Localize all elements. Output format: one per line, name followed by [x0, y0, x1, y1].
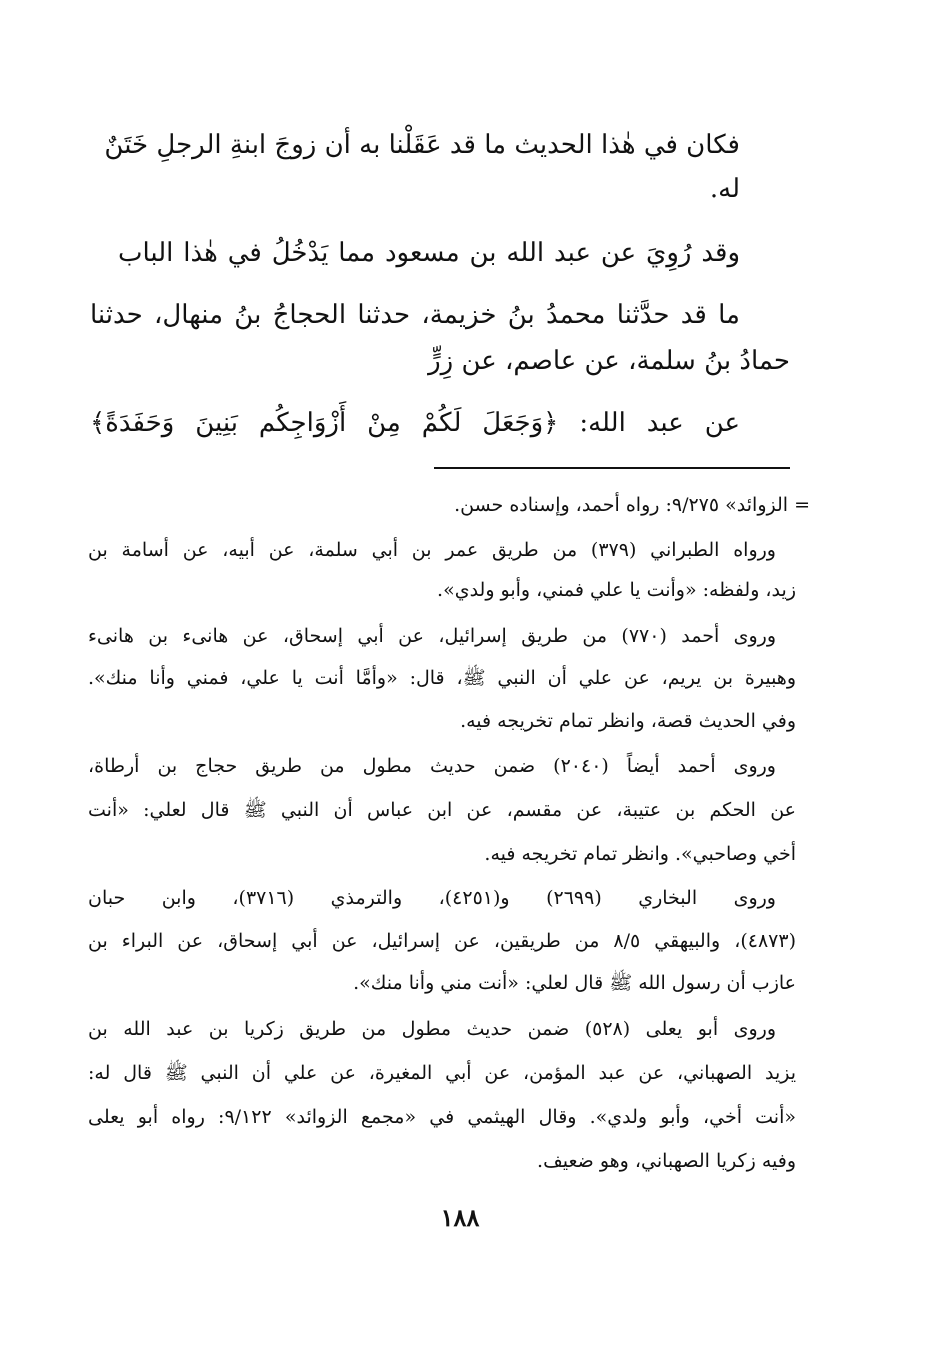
footnote-line: زيد، ولفظه: «وأنت يا علي فمني، وأبو ولدي». — [437, 579, 796, 601]
main-text-line: حمادُ بنُ سلمة، عن عاصم، عن زِرٍّ — [428, 346, 790, 376]
footnote-line: عازب أن رسول الله ﷺ قال لعلي: «أنت مني وأنا منك». — [353, 972, 796, 994]
footnote-line: ورواه الطبراني (٣٧٩) من طريق عمر بن أبي سلمة، عن أبيه، عن أسامة بن — [88, 539, 776, 561]
footnote-line: عن الحكم بن عتيبة، عن مقسم، عن ابن عباس أن النبي ﷺ قال لعلي: «أنت — [88, 799, 796, 821]
footnote-line: أخي وصاحبي». وانظر تمام تخريجه فيه. — [484, 843, 796, 865]
quran-verse-line: عن عبد الله: ﴿وَجَعَلَ لَكُمْ مِنْ أَزْوَاجِكُم بَنِينَ وَحَفَدَةً﴾ — [90, 408, 740, 438]
main-text-line: فكان في هٰذا الحديث ما قد عَقَلْنا به أن زوجَ ابنةِ الرجلِ خَتَنٌ — [104, 130, 740, 160]
main-text-line: ما قد حدَّثنا محمدُ بنُ خزيمة، حدثنا الحجاجُ بنُ منهال، حدثنا — [90, 300, 740, 330]
footnote-line: وروى أحمد (٧٧٠) من طريق إسرائيل، عن أبي إسحاق، عن هانىء بن هانىء — [88, 625, 777, 647]
footnote-line: وفيه زكريا الصهباني، وهو ضعيف. — [537, 1150, 796, 1172]
footnote-line: وروى أحمد أيضاً (٢٠٤٠) ضمن حديث مطول من طريق حجاج بن أرطاة، — [88, 755, 776, 777]
main-text-line: له. — [709, 174, 740, 204]
footnote-line: (٤٨٧٣)، والبيهقي ٨/٥ من طريقين، عن إسرائيل، عن أبي إسحاق، عن البراء بن — [88, 930, 796, 952]
footnote-line: وفي الحديث قصة، وانظر تمام تخريجه فيه. — [460, 710, 796, 732]
main-text-line: وقد رُوِيَ عن عبد الله بن مسعود مما يَدْخُلُ في هٰذا الباب — [118, 238, 740, 268]
footnote-line: «أنت أخي، وأبو ولدي». وقال الهيثمي في «مجمع الزوائد» ٩/١٢٢: رواه أبو يعلى — [88, 1106, 796, 1128]
page-number: ١٨٨ — [440, 1203, 480, 1232]
footnote-line: وروى البخاري (٢٦٩٩) و(٤٢٥١)، والترمذي (٣٧١٦)، وابن حبان — [88, 887, 776, 909]
footnote-separator — [434, 467, 790, 469]
footnote-line: يزيد الصهباني، عن عبد المؤمن، عن أبي المغيرة، عن علي أن النبي ﷺ قال له: — [88, 1062, 796, 1084]
footnote-line: وهبيرة بن يريم، عن علي أن النبي ﷺ، قال: «وأمَّا أنت يا علي، فمني وأنا منك». — [88, 667, 796, 689]
footnote-line: وروى أبو يعلى (٥٢٨) ضمن حديث مطول من طريق زكريا بن عبد الله بن — [88, 1018, 776, 1040]
footnote-line: = الزوائد» ٩/٢٧٥: رواه أحمد، وإسناده حسن. — [454, 494, 810, 516]
